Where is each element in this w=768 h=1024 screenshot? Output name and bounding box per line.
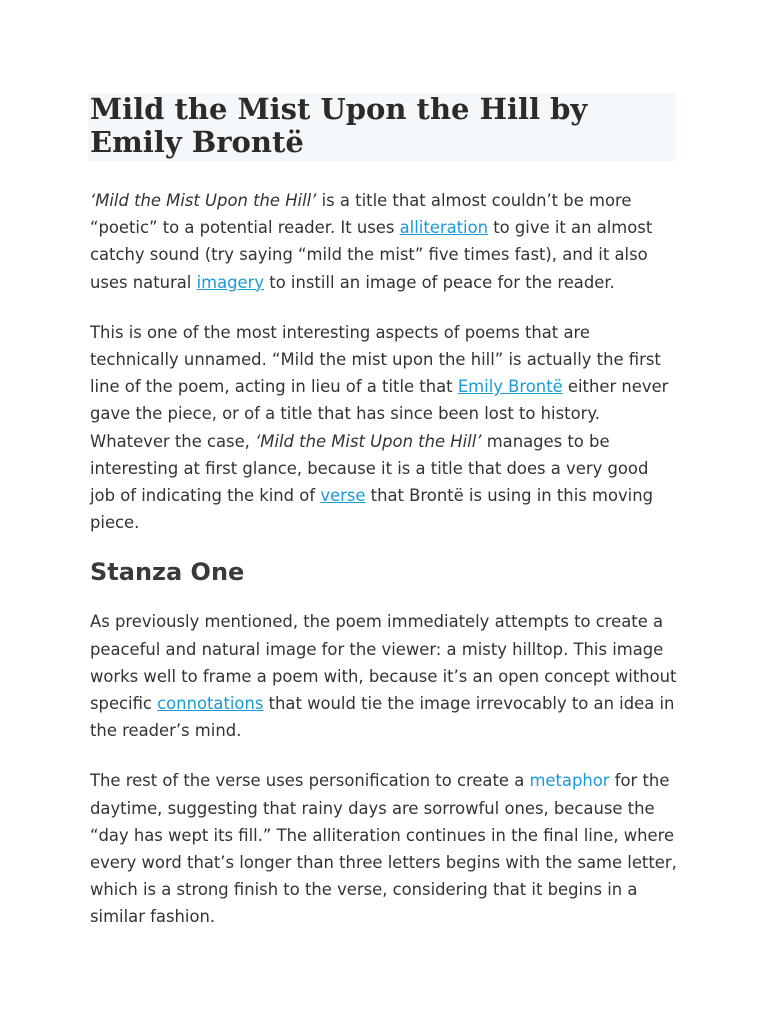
section-heading-stanza-one: Stanza One (90, 558, 245, 587)
link-verse[interactable]: verse (320, 486, 366, 506)
poem-title-italic: ‘Mild the Mist Upon the Hill’ (90, 191, 317, 210)
intro-paragraph-1 (90, 187, 678, 296)
link-emily-bront[interactable]: Emily Brontë (457, 377, 563, 397)
paragraph-text: manages to be interesting at first glance, because it is a title that does a very good job of indicating the kind of (90, 431, 649, 506)
intro-paragraph-2 (90, 319, 678, 537)
paragraph-text: This is one of the most interesting aspects of poems that are technically unnamed. “Mild the mist upon the hill” is actually the first line of the poem, acting in lieu of a title that (90, 322, 661, 397)
stanza-paragraph-2 (90, 767, 678, 930)
article (90, 93, 678, 931)
paragraph-text: is a title that almost couldn’t be more “poetic” to a potential reader. It uses (90, 191, 632, 238)
paragraph-text: that Brontë is using in this moving piece. (90, 486, 654, 533)
link-metaphor[interactable]: metaphor (529, 771, 610, 791)
link-imagery[interactable]: imagery (196, 272, 265, 292)
paragraph-text: to instill an image of peace for the reader. (264, 272, 615, 292)
paragraph-text: either never gave the piece, or of a title that has since been lost to history. Whatever the case, (90, 377, 669, 451)
paragraph-text: The rest of the verse uses personification to create a (90, 771, 530, 791)
paragraph-text: to give it an almost catchy sound (try saying “mild the mist” five times fast), and it also uses natural (90, 218, 653, 292)
link-connotations[interactable]: connotations (157, 694, 264, 714)
poem-title-italic: ‘Mild the Mist Upon the Hill’ (255, 431, 482, 451)
article-title-box (88, 93, 676, 161)
stanza-paragraph-1 (90, 608, 678, 744)
paragraph-text: for the daytime, suggesting that rainy days are sorrowful ones, because the “day has wept its fill.” The alliteration continues in the final line, where every word that’s longer than three letters begins with the same letter, which is a strong finish to the verse, considering that it begins in a similar fashion. (90, 771, 677, 927)
paragraph-text: As previously mentioned, the poem immediately attempts to create a peaceful and natural image for the viewer: a misty hilltop. This image works well to frame a poem with, because it’s an open concept without specific (90, 612, 677, 714)
link-alliteration[interactable]: alliteration (399, 218, 489, 238)
article-title: Mild the Mist Upon the Hill by Emily Brontë (90, 92, 588, 159)
paragraph-text: that would tie the image irrevocably to an idea in the reader’s mind. (90, 694, 675, 741)
